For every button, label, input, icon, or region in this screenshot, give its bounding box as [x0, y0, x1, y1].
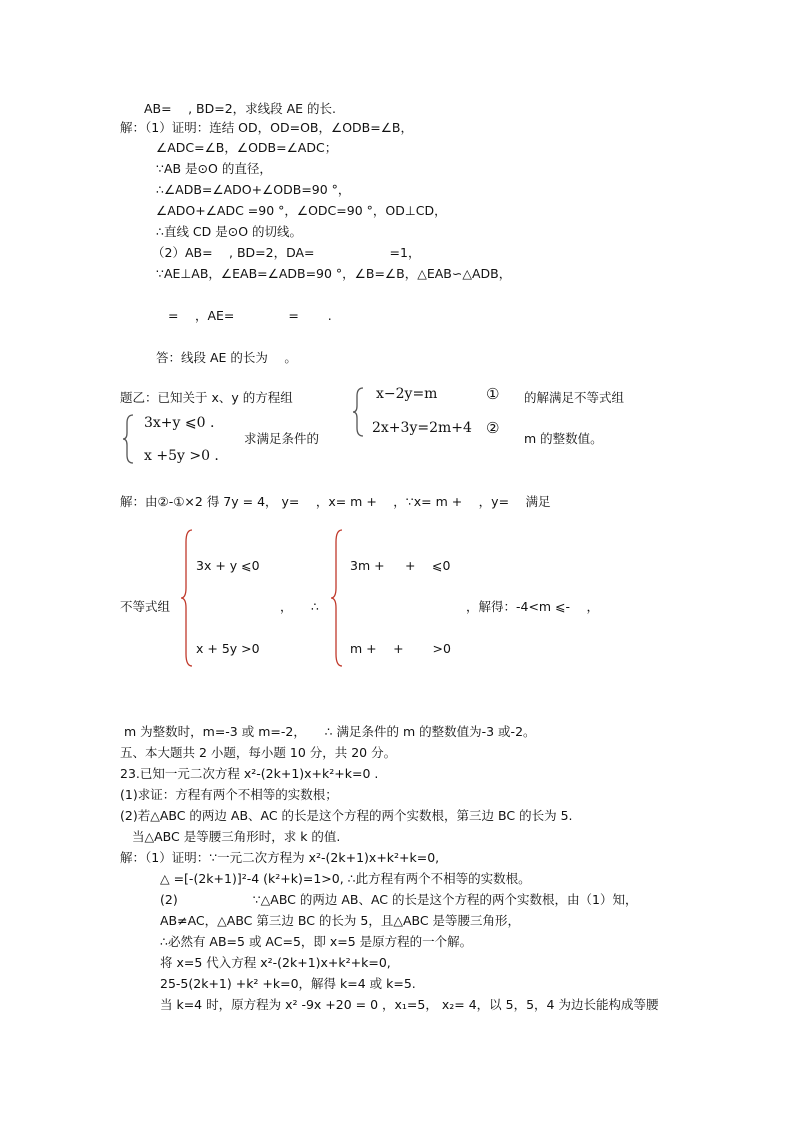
answer-line: AB≠AC，△ABC 第三边 BC 的长为 5，且△ABC 是等腰三角形，: [160, 913, 521, 928]
solution-prefix: 不等式组: [120, 599, 171, 614]
text-line: ∠ADO+∠ADC =90 °，∠ODC=90 °，OD⊥CD，: [156, 203, 447, 218]
answer-line: ∴必然有 AB=5 或 AC=5，即 x=5 是原方程的一个解。: [160, 934, 473, 949]
text-line: ∴直线 CD 是⊙O 的切线。: [156, 224, 303, 239]
brace-equations: [352, 386, 366, 438]
problem-ask: 求满足条件的: [244, 431, 320, 446]
text-line: = ，AE= = .: [168, 308, 332, 323]
solution-comma: ，: [280, 599, 293, 614]
solution-line: 解：由②-①×2 得 7y = 4， y= ，x= m + ，∵x= m + ，y= 满足: [120, 494, 551, 509]
equation-2-number: ②: [486, 419, 500, 437]
equation-1: x−2y=m: [376, 386, 438, 402]
inequality-2: x +5y >0 .: [144, 448, 219, 464]
equation-2: 2x+3y=2m+4: [372, 420, 472, 436]
question-23-part-2: (2)若△ABC 的两边 AB、AC 的长是这个方程的两个实数根，第三边 BC 的长为 5.: [120, 808, 573, 823]
answer-line: 当 k=4 时，原方程为 x² -9x +20 = 0 ，x₁=5， x₂= 4，以 5，5，4 为边长能构成等腰: [160, 997, 659, 1012]
system-2-inequality-2: m + + >0: [350, 641, 451, 656]
text-line: ∴∠ADB=∠ADO+∠ODB=90 °，: [156, 182, 351, 197]
text-line: 答：线段 AE 的长为 。: [156, 350, 297, 365]
brace-inequalities: [122, 413, 136, 465]
problem-condition: 的解满足不等式组: [524, 390, 625, 405]
system-1-inequality-1: 3x + y ⩽0: [196, 558, 260, 573]
text-line: （2）AB= , BD=2，DA= =1，: [152, 245, 421, 260]
system-1-inequality-2: x + 5y >0: [196, 641, 260, 656]
answer-line: 解：（1）证明：∵一元二次方程为 x²-(2k+1)x+k²+k=0,: [120, 850, 440, 865]
brace-system-2: [330, 528, 344, 668]
text-line: AB= , BD=2，求线段 AE 的长.: [144, 101, 337, 116]
system-2-inequality-1: 3m + + ⩽0: [350, 558, 451, 573]
solution-conclusion: m 为整数时，m=-3 或 m=-2， ∴ 满足条件的 m 的整数值为-3 或-2。: [124, 724, 536, 739]
answer-line: (2) ∵△ABC 的两边 AB、AC 的长是这个方程的两个实数根，由（1）知，: [160, 892, 638, 907]
problem-intro: 题乙：已知关于 x、y 的方程组: [120, 390, 293, 405]
problem-ask-2: m 的整数值。: [524, 431, 603, 446]
therefore-sign: ∴: [311, 599, 319, 614]
text-line: ∵AB 是⊙O 的直径，: [156, 161, 272, 176]
brace-system-1: [180, 528, 194, 668]
answer-line: △ =[-(2k+1)]²-4 (k²+k)=1>0, ∴此方程有两个不相等的实数根。: [160, 871, 531, 886]
text-line: ∠ADC=∠B，∠ODB=∠ADC；: [156, 140, 338, 155]
answer-line: 25-5(2k+1) +k² +k=0，解得 k=4 或 k=5.: [160, 976, 416, 991]
equation-1-number: ①: [486, 385, 500, 403]
section-title: 五、本大题共 2 小题，每小题 10 分，共 20 分。: [120, 745, 397, 760]
question-23: 23.已知一元二次方程 x²-(2k+1)x+k²+k=0 .: [120, 766, 379, 781]
question-23-part-2-cont: 当△ABC 是等腰三角形时，求 k 的值.: [132, 829, 341, 844]
text-line: 解：（1）证明：连结 OD，OD=OB，∠ODB=∠B，: [120, 120, 413, 135]
text-line: ∵AE⊥AB，∠EAB=∠ADB=90 °，∠B=∠B，△EAB∽△ADB，: [156, 266, 512, 281]
answer-line: 将 x=5 代入方程 x²-(2k+1)x+k²+k=0,: [160, 955, 391, 970]
inequality-1: 3x+y ⩽0 .: [144, 415, 215, 431]
question-23-part-1: (1)求证：方程有两个不相等的实数根；: [120, 787, 338, 802]
solution-result: ，解得：-4<m ⩽- ，: [466, 599, 600, 614]
